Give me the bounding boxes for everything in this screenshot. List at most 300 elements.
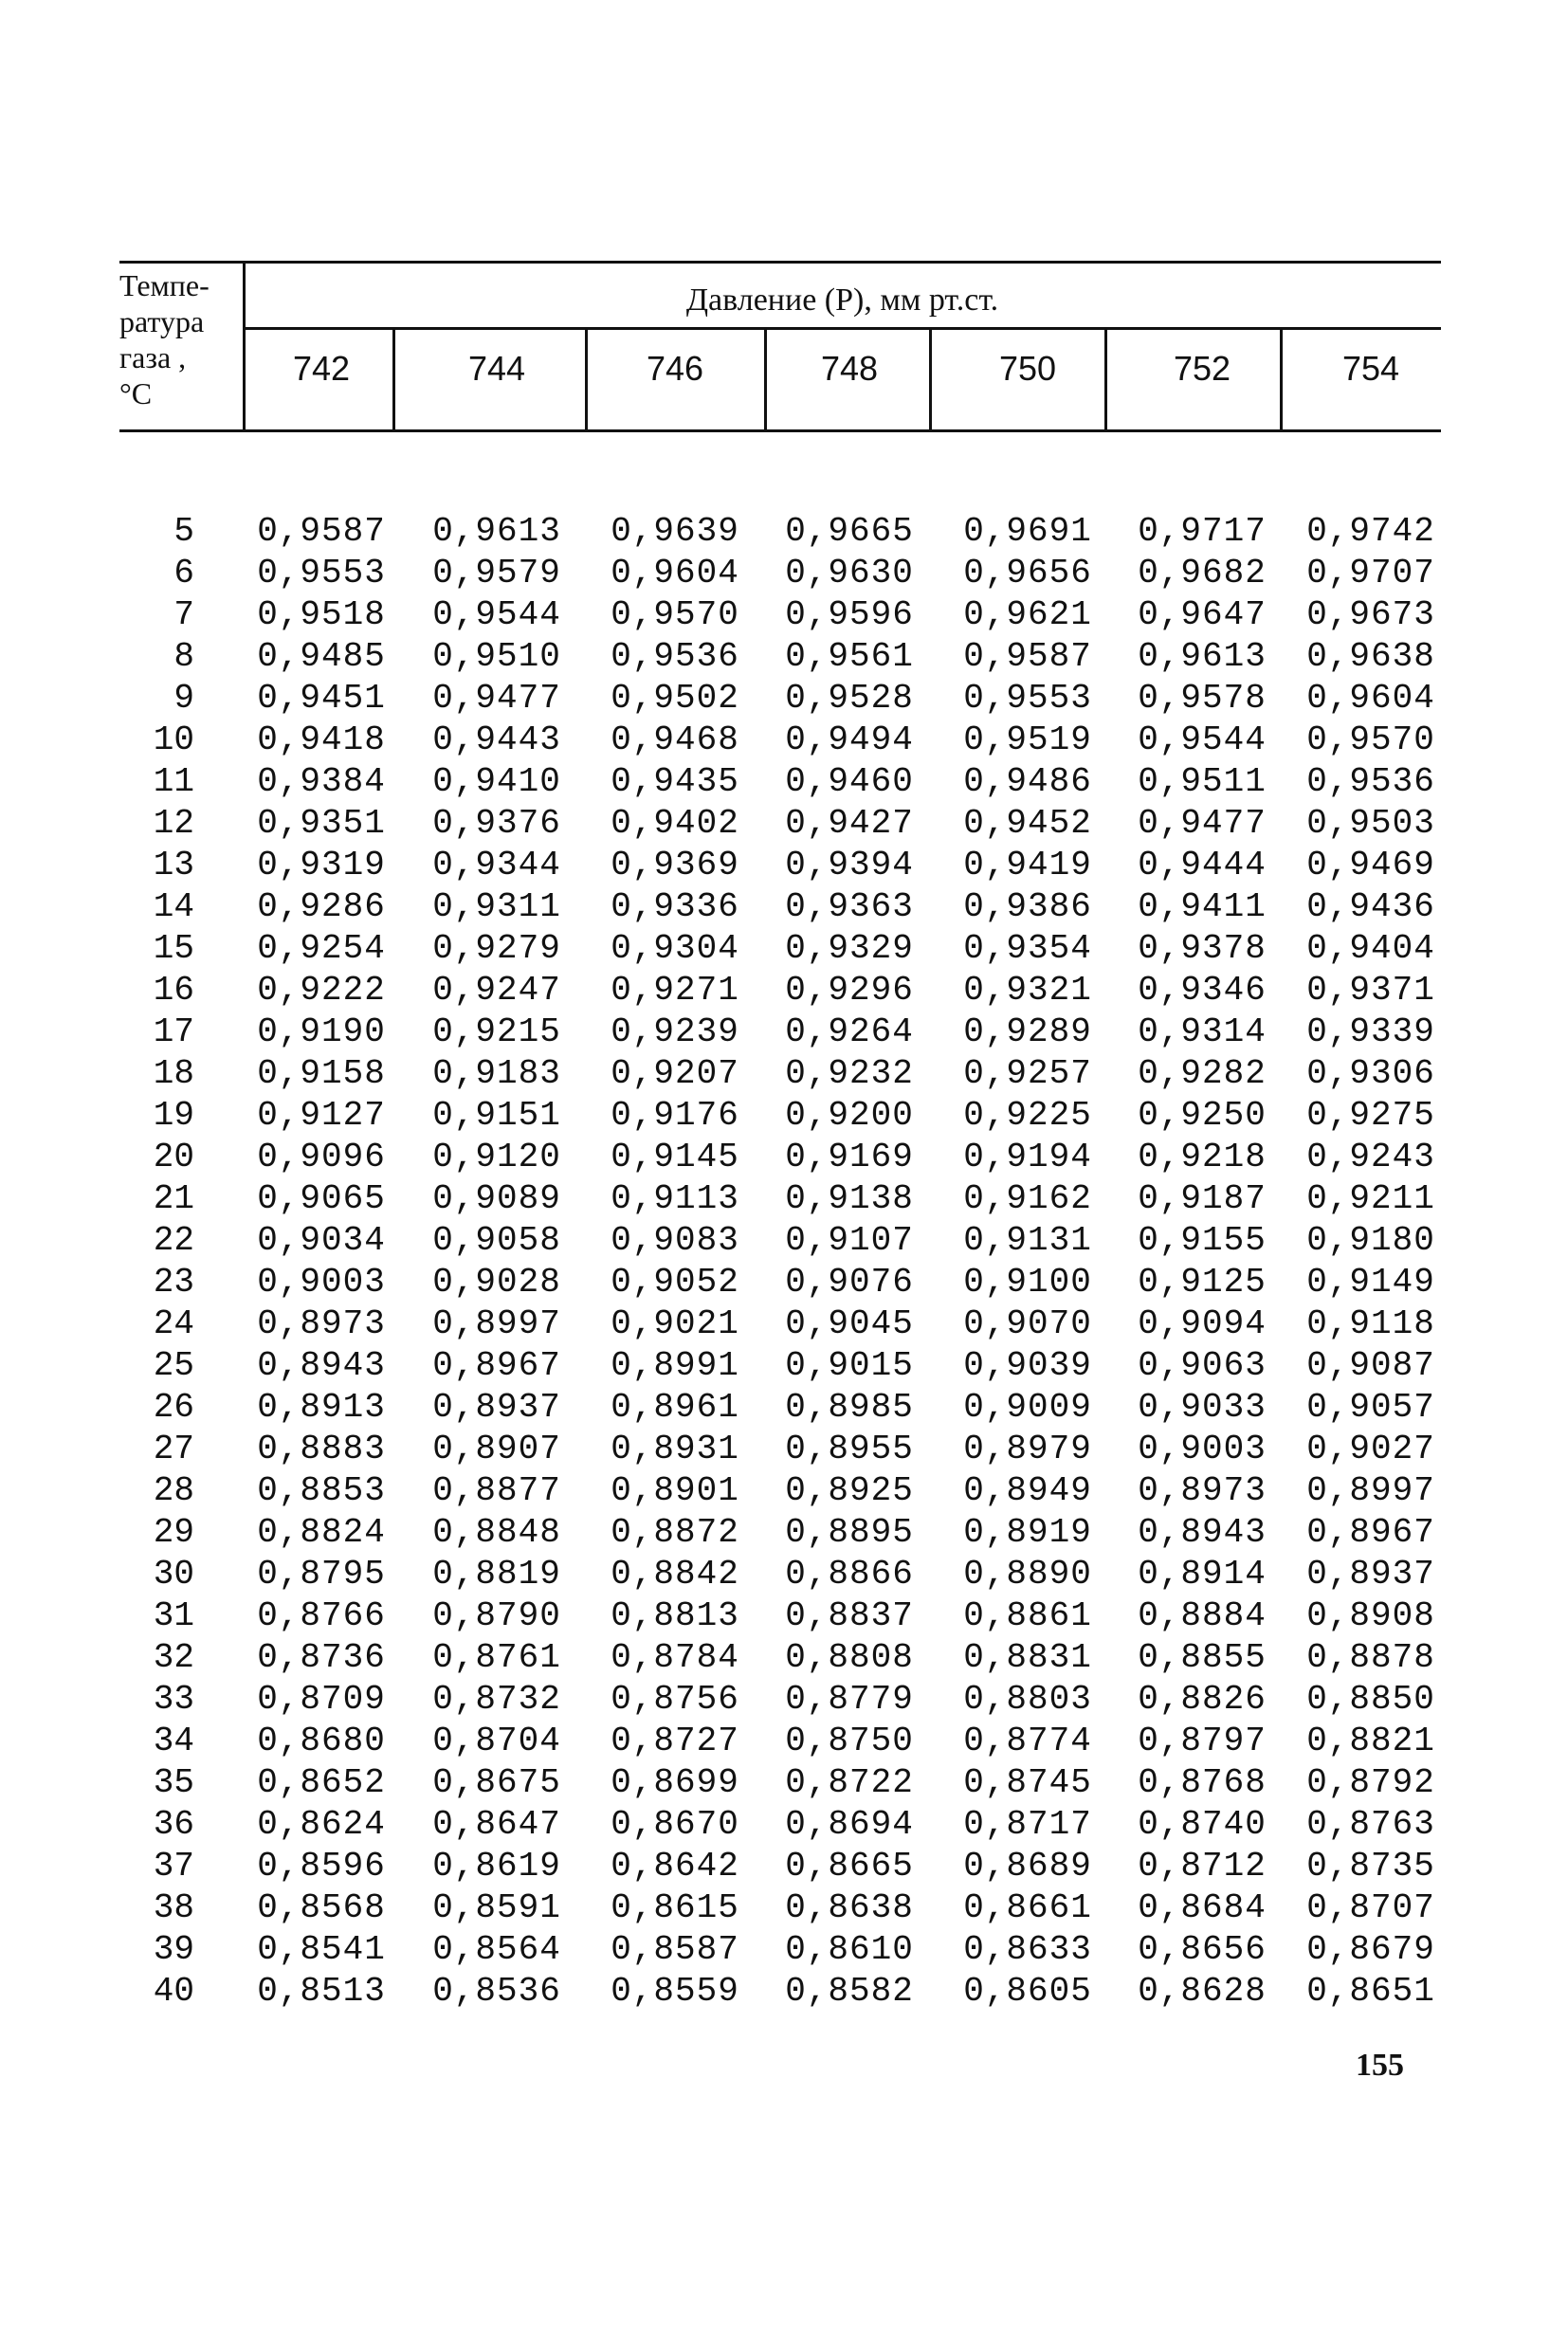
value-cell: 0,9254 xyxy=(257,929,386,968)
temp-label-line: Темпе- xyxy=(119,268,210,302)
value-cell: 0,8837 xyxy=(785,1596,914,1635)
value-cell: 0,9222 xyxy=(257,971,386,1010)
value-cell: 0,9065 xyxy=(257,1179,386,1218)
value-cell: 0,9536 xyxy=(611,637,739,676)
value-cell: 0,8878 xyxy=(1306,1638,1435,1677)
value-cell: 0,9665 xyxy=(785,512,914,551)
value-cell: 0,9033 xyxy=(1138,1388,1267,1427)
temperature-cell: 22 xyxy=(153,1221,194,1260)
value-cell: 0,8784 xyxy=(611,1638,739,1677)
value-cell: 0,9027 xyxy=(1306,1430,1435,1468)
value-cell: 0,8736 xyxy=(257,1638,386,1677)
value-cell: 0,8707 xyxy=(1306,1888,1435,1927)
value-cell: 0,8591 xyxy=(432,1888,561,1927)
value-cell: 0,9286 xyxy=(257,887,386,926)
value-cell: 0,9468 xyxy=(611,720,739,759)
value-cell: 0,9264 xyxy=(785,1012,914,1051)
value-cell: 0,8596 xyxy=(257,1847,386,1886)
value-cell: 0,9656 xyxy=(963,554,1092,592)
value-cell: 0,8901 xyxy=(611,1471,739,1510)
value-cell: 0,8997 xyxy=(1306,1471,1435,1510)
value-cell: 0,9083 xyxy=(611,1221,739,1260)
value-cell: 0,8610 xyxy=(785,1930,914,1969)
value-cell: 0,9682 xyxy=(1138,554,1267,592)
value-cell: 0,9113 xyxy=(611,1179,739,1218)
temperature-cell: 38 xyxy=(153,1888,194,1927)
value-cell: 0,9443 xyxy=(432,720,561,759)
value-cell: 0,8797 xyxy=(1138,1722,1267,1760)
value-cell: 0,9162 xyxy=(963,1179,1092,1218)
value-cell: 0,8914 xyxy=(1138,1555,1267,1594)
value-cell: 0,9176 xyxy=(611,1096,739,1135)
temperature-cell: 25 xyxy=(153,1346,194,1385)
value-cell: 0,8949 xyxy=(963,1471,1092,1510)
value-cell: 0,8605 xyxy=(963,1972,1092,2011)
temperature-cell: 33 xyxy=(153,1680,194,1719)
temperature-cell: 7 xyxy=(173,595,194,634)
value-cell: 0,9613 xyxy=(1138,637,1267,676)
value-cell: 0,8943 xyxy=(1138,1513,1267,1552)
value-cell: 0,9378 xyxy=(1138,929,1267,968)
value-cell: 0,9257 xyxy=(963,1054,1092,1093)
value-cell: 0,8727 xyxy=(611,1722,739,1760)
value-cell: 0,8848 xyxy=(432,1513,561,1552)
value-cell: 0,9717 xyxy=(1138,512,1267,551)
temperature-cell: 27 xyxy=(153,1430,194,1468)
value-cell: 0,8679 xyxy=(1306,1930,1435,1969)
value-cell: 0,9369 xyxy=(611,846,739,884)
temperature-cell: 28 xyxy=(153,1471,194,1510)
value-cell: 0,9200 xyxy=(785,1096,914,1135)
value-cell: 0,8872 xyxy=(611,1513,739,1552)
value-cell: 0,8779 xyxy=(785,1680,914,1719)
value-cell: 0,8717 xyxy=(963,1805,1092,1844)
value-cell: 0,9444 xyxy=(1138,846,1267,884)
temperature-cell: 30 xyxy=(153,1555,194,1594)
value-cell: 0,8761 xyxy=(432,1638,561,1677)
temperature-cell: 29 xyxy=(153,1513,194,1552)
value-cell: 0,8961 xyxy=(611,1388,739,1427)
value-cell: 0,8790 xyxy=(432,1596,561,1635)
value-cell: 0,9613 xyxy=(432,512,561,551)
value-cell: 0,9553 xyxy=(963,679,1092,718)
value-cell: 0,8821 xyxy=(1306,1722,1435,1760)
column-divider xyxy=(392,328,395,431)
value-cell: 0,9009 xyxy=(963,1388,1092,1427)
value-cell: 0,8756 xyxy=(611,1680,739,1719)
value-cell: 0,9570 xyxy=(1306,720,1435,759)
value-cell: 0,9639 xyxy=(611,512,739,551)
temperature-cell: 23 xyxy=(153,1263,194,1302)
value-cell: 0,8763 xyxy=(1306,1805,1435,1844)
temperature-cell: 31 xyxy=(153,1596,194,1635)
value-cell: 0,9371 xyxy=(1306,971,1435,1010)
value-cell: 0,9089 xyxy=(432,1179,561,1218)
value-cell: 0,9158 xyxy=(257,1054,386,1093)
value-cell: 0,9418 xyxy=(257,720,386,759)
value-cell: 0,9477 xyxy=(432,679,561,718)
value-cell: 0,9275 xyxy=(1306,1096,1435,1135)
value-cell: 0,8883 xyxy=(257,1430,386,1468)
value-cell: 0,9239 xyxy=(611,1012,739,1051)
temperature-cell: 32 xyxy=(153,1638,194,1677)
value-cell: 0,9346 xyxy=(1138,971,1267,1010)
value-cell: 0,9087 xyxy=(1306,1346,1435,1385)
temperature-header xyxy=(119,267,241,411)
value-cell: 0,9155 xyxy=(1138,1221,1267,1260)
temperature-cell: 11 xyxy=(153,762,194,801)
value-cell: 0,9100 xyxy=(963,1263,1092,1302)
temp-label-line: газа , xyxy=(119,340,187,374)
value-cell: 0,9363 xyxy=(785,887,914,926)
temperature-cell: 37 xyxy=(153,1847,194,1886)
value-cell: 0,9003 xyxy=(1138,1430,1267,1468)
value-cell: 0,9386 xyxy=(963,887,1092,926)
value-cell: 0,9120 xyxy=(432,1138,561,1176)
temperature-cell: 40 xyxy=(153,1972,194,2011)
value-cell: 0,9190 xyxy=(257,1012,386,1051)
value-cell: 0,9673 xyxy=(1306,595,1435,634)
temperature-cell: 16 xyxy=(153,971,194,1010)
value-cell: 0,9451 xyxy=(257,679,386,718)
value-cell: 0,8774 xyxy=(963,1722,1092,1760)
value-cell: 0,8973 xyxy=(1138,1471,1267,1510)
value-cell: 0,8582 xyxy=(785,1972,914,2011)
value-cell: 0,9460 xyxy=(785,762,914,801)
pressure-column-header: 744 xyxy=(467,349,526,388)
value-cell: 0,8768 xyxy=(1138,1763,1267,1802)
value-cell: 0,8955 xyxy=(785,1430,914,1468)
value-cell: 0,9604 xyxy=(1306,679,1435,718)
value-cell: 0,8826 xyxy=(1138,1680,1267,1719)
value-cell: 0,8735 xyxy=(1306,1847,1435,1886)
value-cell: 0,9553 xyxy=(257,554,386,592)
pressure-column-header: 750 xyxy=(998,349,1057,388)
value-cell: 0,9319 xyxy=(257,846,386,884)
value-cell: 0,8792 xyxy=(1306,1763,1435,1802)
value-cell: 0,9477 xyxy=(1138,804,1267,843)
value-cell: 0,8722 xyxy=(785,1763,914,1802)
value-cell: 0,8808 xyxy=(785,1638,914,1677)
value-cell: 0,8866 xyxy=(785,1555,914,1594)
value-cell: 0,9502 xyxy=(611,679,739,718)
value-cell: 0,9578 xyxy=(1138,679,1267,718)
value-cell: 0,9384 xyxy=(257,762,386,801)
value-cell: 0,8861 xyxy=(963,1596,1092,1635)
value-cell: 0,9494 xyxy=(785,720,914,759)
value-cell: 0,9045 xyxy=(785,1304,914,1343)
value-cell: 0,9596 xyxy=(785,595,914,634)
value-cell: 0,9039 xyxy=(963,1346,1092,1385)
value-cell: 0,9311 xyxy=(432,887,561,926)
top-rule xyxy=(119,261,1441,264)
value-cell: 0,9151 xyxy=(432,1096,561,1135)
value-cell: 0,9630 xyxy=(785,554,914,592)
value-cell: 0,9138 xyxy=(785,1179,914,1218)
temperature-cell: 20 xyxy=(153,1138,194,1176)
temperature-cell: 26 xyxy=(153,1388,194,1427)
value-cell: 0,9402 xyxy=(611,804,739,843)
header-bottom-rule xyxy=(119,429,1441,432)
value-cell: 0,9125 xyxy=(1138,1263,1267,1302)
value-cell: 0,8559 xyxy=(611,1972,739,2011)
temperature-cell: 15 xyxy=(153,929,194,968)
temperature-cell: 12 xyxy=(153,804,194,843)
value-cell: 0,9336 xyxy=(611,887,739,926)
value-cell: 0,9306 xyxy=(1306,1054,1435,1093)
value-cell: 0,9232 xyxy=(785,1054,914,1093)
value-cell: 0,8842 xyxy=(611,1555,739,1594)
value-cell: 0,9187 xyxy=(1138,1179,1267,1218)
column-divider xyxy=(764,328,767,431)
value-cell: 0,9436 xyxy=(1306,887,1435,926)
value-cell: 0,9587 xyxy=(963,637,1092,676)
value-cell: 0,8884 xyxy=(1138,1596,1267,1635)
temperature-cell: 24 xyxy=(153,1304,194,1343)
value-cell: 0,9427 xyxy=(785,804,914,843)
value-cell: 0,9028 xyxy=(432,1263,561,1302)
value-cell: 0,9638 xyxy=(1306,637,1435,676)
value-cell: 0,9250 xyxy=(1138,1096,1267,1135)
temperature-cell: 34 xyxy=(153,1722,194,1760)
value-cell: 0,9587 xyxy=(257,512,386,551)
value-cell: 0,9070 xyxy=(963,1304,1092,1343)
temperature-cell: 35 xyxy=(153,1763,194,1802)
temperature-cell: 39 xyxy=(153,1930,194,1969)
value-cell: 0,9021 xyxy=(611,1304,739,1343)
value-cell: 0,9180 xyxy=(1306,1221,1435,1260)
value-cell: 0,9169 xyxy=(785,1138,914,1176)
value-cell: 0,9435 xyxy=(611,762,739,801)
value-cell: 0,9289 xyxy=(963,1012,1092,1051)
value-cell: 0,8913 xyxy=(257,1388,386,1427)
value-cell: 0,8908 xyxy=(1306,1596,1435,1635)
value-cell: 0,9452 xyxy=(963,804,1092,843)
value-cell: 0,8795 xyxy=(257,1555,386,1594)
value-cell: 0,9183 xyxy=(432,1054,561,1093)
value-cell: 0,8813 xyxy=(611,1596,739,1635)
value-cell: 0,9015 xyxy=(785,1346,914,1385)
value-cell: 0,8513 xyxy=(257,1972,386,2011)
value-cell: 0,9691 xyxy=(963,512,1092,551)
temperature-cell: 6 xyxy=(173,554,194,592)
value-cell: 0,9707 xyxy=(1306,554,1435,592)
value-cell: 0,9394 xyxy=(785,846,914,884)
value-cell: 0,8750 xyxy=(785,1722,914,1760)
value-cell: 0,8615 xyxy=(611,1888,739,1927)
value-cell: 0,8704 xyxy=(432,1722,561,1760)
pressure-column-header: 742 xyxy=(292,349,351,388)
column-divider xyxy=(585,328,588,431)
value-cell: 0,8647 xyxy=(432,1805,561,1844)
value-cell: 0,8638 xyxy=(785,1888,914,1927)
value-cell: 0,8633 xyxy=(963,1930,1092,1969)
value-cell: 0,9094 xyxy=(1138,1304,1267,1343)
value-cell: 0,9329 xyxy=(785,929,914,968)
value-cell: 0,9118 xyxy=(1306,1304,1435,1343)
value-cell: 0,9243 xyxy=(1306,1138,1435,1176)
value-cell: 0,9131 xyxy=(963,1221,1092,1260)
value-cell: 0,9544 xyxy=(1138,720,1267,759)
value-cell: 0,9503 xyxy=(1306,804,1435,843)
temperature-cell: 9 xyxy=(173,679,194,718)
value-cell: 0,9536 xyxy=(1306,762,1435,801)
value-cell: 0,9604 xyxy=(611,554,739,592)
value-cell: 0,8568 xyxy=(257,1888,386,1927)
temperature-cell: 18 xyxy=(153,1054,194,1093)
value-cell: 0,9621 xyxy=(963,595,1092,634)
value-cell: 0,8670 xyxy=(611,1805,739,1844)
temperature-cell: 10 xyxy=(153,720,194,759)
value-cell: 0,9419 xyxy=(963,846,1092,884)
value-cell: 0,9279 xyxy=(432,929,561,968)
temperature-cell: 14 xyxy=(153,887,194,926)
page-number: 155 xyxy=(1356,2048,1404,2083)
value-cell: 0,8709 xyxy=(257,1680,386,1719)
value-cell: 0,8925 xyxy=(785,1471,914,1510)
value-cell: 0,8740 xyxy=(1138,1805,1267,1844)
value-cell: 0,8931 xyxy=(611,1430,739,1468)
value-cell: 0,8619 xyxy=(432,1847,561,1886)
pressure-header: Давление (P), мм рт.ст. xyxy=(685,282,999,318)
pressure-column-header: 746 xyxy=(646,349,704,388)
column-divider xyxy=(1104,328,1107,431)
value-cell: 0,8937 xyxy=(432,1388,561,1427)
value-cell: 0,8937 xyxy=(1306,1555,1435,1594)
value-cell: 0,9034 xyxy=(257,1221,386,1260)
value-cell: 0,8967 xyxy=(432,1346,561,1385)
value-cell: 0,8803 xyxy=(963,1680,1092,1719)
value-cell: 0,9344 xyxy=(432,846,561,884)
value-cell: 0,9570 xyxy=(611,595,739,634)
value-cell: 0,8564 xyxy=(432,1930,561,1969)
value-cell: 0,8712 xyxy=(1138,1847,1267,1886)
temperature-cell: 19 xyxy=(153,1096,194,1135)
temperature-cell: 17 xyxy=(153,1012,194,1051)
value-cell: 0,9485 xyxy=(257,637,386,676)
value-cell: 0,8895 xyxy=(785,1513,914,1552)
value-cell: 0,8831 xyxy=(963,1638,1092,1677)
value-cell: 0,9271 xyxy=(611,971,739,1010)
value-cell: 0,9376 xyxy=(432,804,561,843)
value-cell: 0,9127 xyxy=(257,1096,386,1135)
value-cell: 0,8997 xyxy=(432,1304,561,1343)
value-cell: 0,9561 xyxy=(785,637,914,676)
value-cell: 0,8624 xyxy=(257,1805,386,1844)
value-cell: 0,9339 xyxy=(1306,1012,1435,1051)
value-cell: 0,9544 xyxy=(432,595,561,634)
value-cell: 0,9057 xyxy=(1306,1388,1435,1427)
value-cell: 0,8680 xyxy=(257,1722,386,1760)
value-cell: 0,8766 xyxy=(257,1596,386,1635)
value-cell: 0,9211 xyxy=(1306,1179,1435,1218)
value-cell: 0,9225 xyxy=(963,1096,1092,1135)
value-cell: 0,9518 xyxy=(257,595,386,634)
value-cell: 0,8890 xyxy=(963,1555,1092,1594)
value-cell: 0,8541 xyxy=(257,1930,386,1969)
temperature-cell: 36 xyxy=(153,1805,194,1844)
value-cell: 0,9145 xyxy=(611,1138,739,1176)
temp-label-line: ратура xyxy=(119,304,205,338)
column-divider xyxy=(1280,328,1283,431)
value-cell: 0,9076 xyxy=(785,1263,914,1302)
value-cell: 0,9052 xyxy=(611,1263,739,1302)
value-cell: 0,8689 xyxy=(963,1847,1092,1886)
value-cell: 0,8661 xyxy=(963,1888,1092,1927)
value-cell: 0,8665 xyxy=(785,1847,914,1886)
value-cell: 0,9469 xyxy=(1306,846,1435,884)
value-cell: 0,9096 xyxy=(257,1138,386,1176)
value-cell: 0,9519 xyxy=(963,720,1092,759)
value-cell: 0,8855 xyxy=(1138,1638,1267,1677)
value-cell: 0,9207 xyxy=(611,1054,739,1093)
value-cell: 0,9511 xyxy=(1138,762,1267,801)
header-mid-rule xyxy=(244,327,1441,330)
temp-label-line: °C xyxy=(119,376,153,410)
pressure-column-header: 752 xyxy=(1173,349,1231,388)
value-cell: 0,8732 xyxy=(432,1680,561,1719)
pressure-column-header: 748 xyxy=(820,349,879,388)
value-cell: 0,9647 xyxy=(1138,595,1267,634)
value-cell: 0,8877 xyxy=(432,1471,561,1510)
value-cell: 0,9486 xyxy=(963,762,1092,801)
value-cell: 0,8985 xyxy=(785,1388,914,1427)
value-cell: 0,8967 xyxy=(1306,1513,1435,1552)
temperature-cell: 5 xyxy=(173,512,194,551)
value-cell: 0,9247 xyxy=(432,971,561,1010)
value-cell: 0,9215 xyxy=(432,1012,561,1051)
temperature-cell: 8 xyxy=(173,637,194,676)
value-cell: 0,9304 xyxy=(611,929,739,968)
value-cell: 0,9321 xyxy=(963,971,1092,1010)
value-cell: 0,8642 xyxy=(611,1847,739,1886)
value-cell: 0,8694 xyxy=(785,1805,914,1844)
value-cell: 0,8684 xyxy=(1138,1888,1267,1927)
value-cell: 0,9411 xyxy=(1138,887,1267,926)
value-cell: 0,9742 xyxy=(1306,512,1435,551)
value-cell: 0,8652 xyxy=(257,1763,386,1802)
value-cell: 0,8675 xyxy=(432,1763,561,1802)
value-cell: 0,9510 xyxy=(432,637,561,676)
value-cell: 0,8907 xyxy=(432,1430,561,1468)
value-cell: 0,9063 xyxy=(1138,1346,1267,1385)
value-cell: 0,8979 xyxy=(963,1430,1092,1468)
value-cell: 0,8699 xyxy=(611,1763,739,1802)
value-cell: 0,8973 xyxy=(257,1304,386,1343)
value-cell: 0,8656 xyxy=(1138,1930,1267,1969)
value-cell: 0,9003 xyxy=(257,1263,386,1302)
value-cell: 0,9058 xyxy=(432,1221,561,1260)
value-cell: 0,9149 xyxy=(1306,1263,1435,1302)
value-cell: 0,9528 xyxy=(785,679,914,718)
value-cell: 0,8651 xyxy=(1306,1972,1435,2011)
value-cell: 0,9194 xyxy=(963,1138,1092,1176)
value-cell: 0,9410 xyxy=(432,762,561,801)
value-cell: 0,9107 xyxy=(785,1221,914,1260)
value-cell: 0,8819 xyxy=(432,1555,561,1594)
value-cell: 0,8991 xyxy=(611,1346,739,1385)
value-cell: 0,8587 xyxy=(611,1930,739,1969)
value-cell: 0,9351 xyxy=(257,804,386,843)
value-cell: 0,9282 xyxy=(1138,1054,1267,1093)
value-cell: 0,9314 xyxy=(1138,1012,1267,1051)
value-cell: 0,9579 xyxy=(432,554,561,592)
pressure-column-header: 754 xyxy=(1341,349,1400,388)
value-cell: 0,8943 xyxy=(257,1346,386,1385)
value-cell: 0,8628 xyxy=(1138,1972,1267,2011)
temperature-cell: 21 xyxy=(153,1179,194,1218)
value-cell: 0,8745 xyxy=(963,1763,1092,1802)
